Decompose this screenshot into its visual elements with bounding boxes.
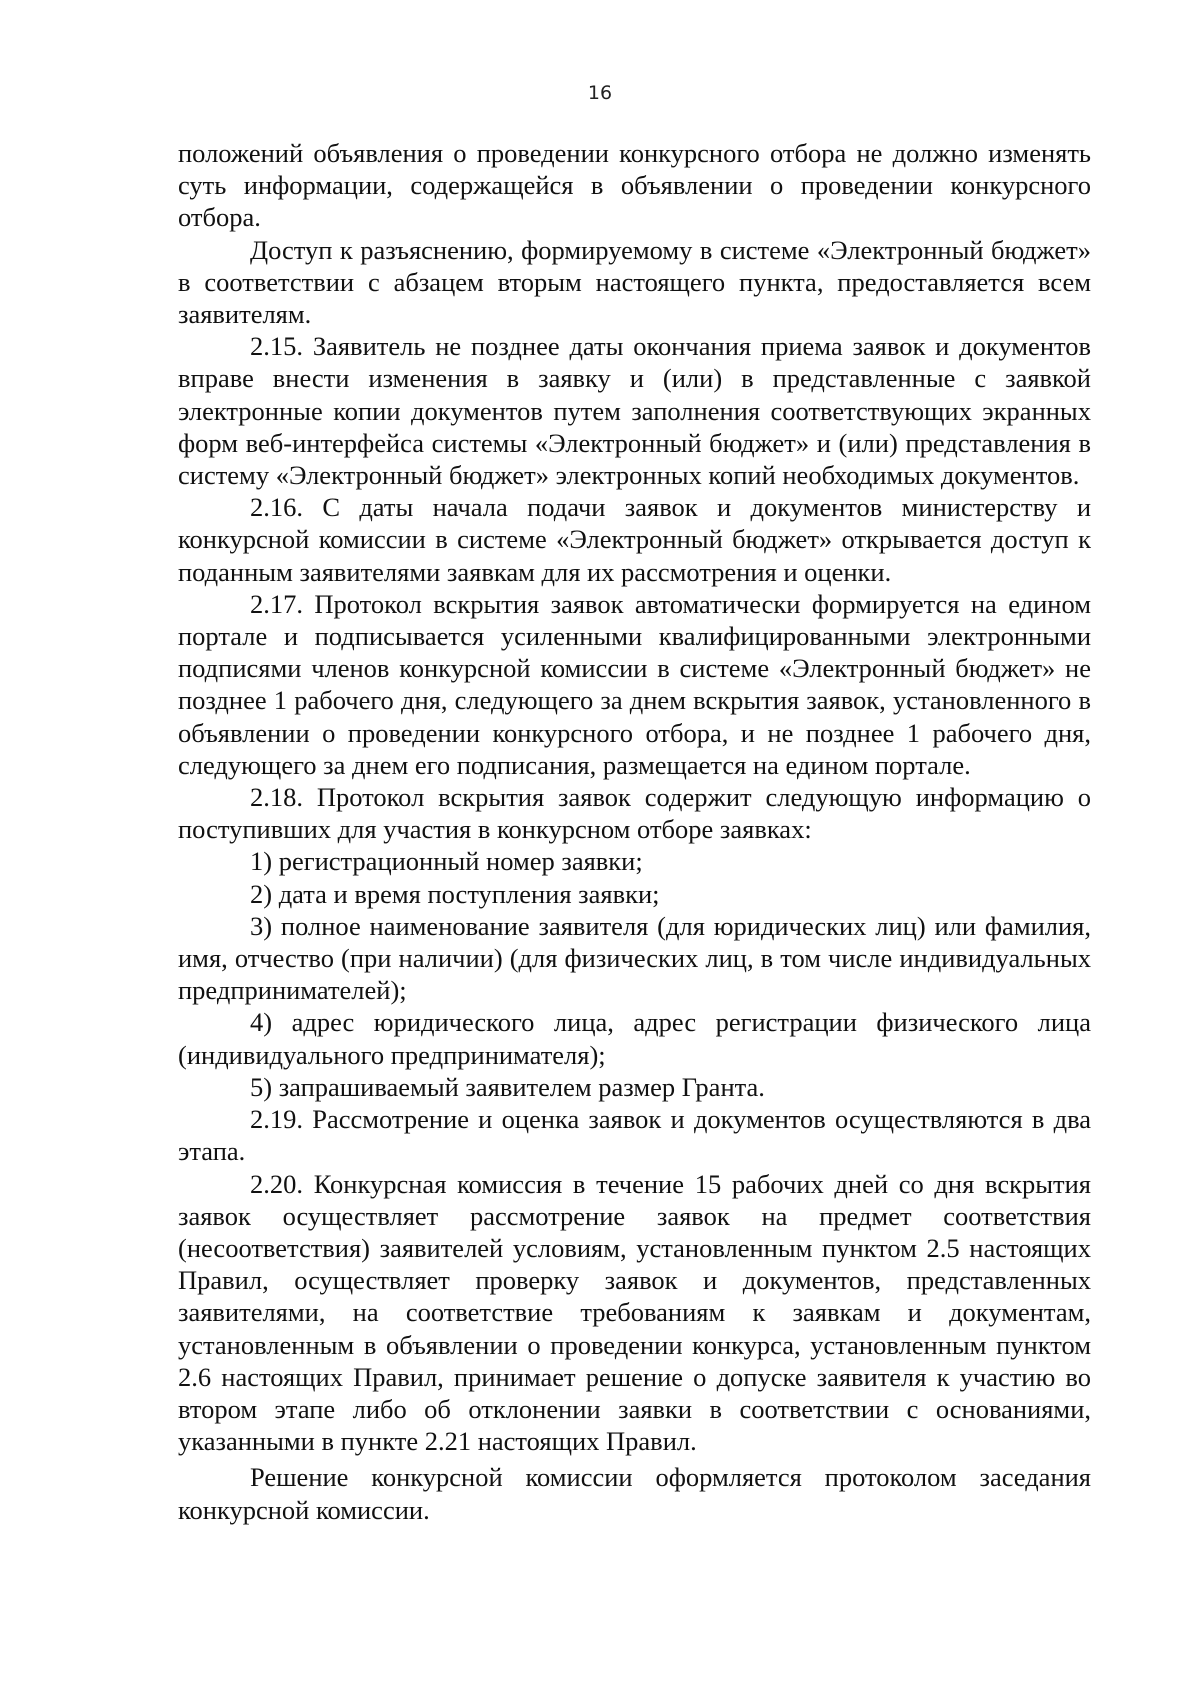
- document-body: [178, 137, 1091, 1526]
- paragraph-2-15: 2.15. Заявитель не позднее даты окончания приема заявок и документов вправе внести изменения в заявку и (или) в представленные с заявкой электронные копии документов путем заполнения соответствующих экранных форм веб-интерфейса системы «Электронный бюджет» и (или) представления в систему «Электронный бюджет» электронных копий необходимых документов.: [178, 331, 1091, 491]
- paragraph-2-17: 2.17. Протокол вскрытия заявок автоматически формируется на едином портале и подписывается усиленными квалифицированными электронными подписями членов конкурсной комиссии в системе «Электронный бюджет» не позднее 1 рабочего дня, следующего за днем вскрытия заявок, установленного в объявлении о проведении конкурсного отбора, и не позднее 1 рабочего дня, следующего за днем его подписания, размещается на едином портале.: [178, 588, 1091, 780]
- paragraph-access-clarification: Доступ к разъяснению, формируемому в системе «Электронный бюджет» в соответствии с абзацем вторым настоящего пункта, предоставляется всем заявителям.: [178, 234, 1091, 330]
- paragraph-2-20: 2.20. Конкурсная комиссия в течение 15 рабочих дней со дня вскрытия заявок осуществляет рассмотрение заявок на предмет соответствия (несоответствия) заявителей условиям, установленным пунктом 2.5 настоящих Правил, осуществляет проверку заявок и документов, представленных заявителями, на соответствие требованиям к заявкам и документам, установленным в объявлении о проведении конкурса, установленным пунктом 2.6 настоящих Правил, принимает решение о допуске заявителя к участию во втором этапе либо об отклонении заявки в соответствии с основаниями, указанными в пункте 2.21 настоящих Правил.: [178, 1168, 1091, 1457]
- list-item-3: 3) полное наименование заявителя (для юридических лиц) или фамилия, имя, отчество (при наличии) (для физических лиц, в том числе индивидуальных предпринимателей);: [178, 910, 1091, 1006]
- paragraph-decision: Решение конкурсной комиссии оформляется протоколом заседания конкурсной комиссии.: [178, 1462, 1091, 1525]
- list-item-4: 4) адрес юридического лица, адрес регистрации физического лица (индивидуального предпринимателя);: [178, 1007, 1091, 1070]
- paragraph-2-16: 2.16. С даты начала подачи заявок и документов министерству и конкурсной комиссии в системе «Электронный бюджет» открывается доступ к поданным заявителями заявкам для их рассмотрения и оценки.: [178, 492, 1091, 587]
- page-number: 16: [587, 82, 613, 104]
- list-item-1: 1) регистрационный номер заявки;: [250, 846, 643, 877]
- list-item-5: 5) запрашиваемый заявителем размер Гранта.: [250, 1071, 765, 1102]
- paragraph-2-18: 2.18. Протокол вскрытия заявок содержит следующую информацию о поступивших для участия в конкурсном отборе заявках:: [178, 782, 1091, 845]
- paragraph-continuation: положений объявления о проведении конкурсного отбора не должно изменять суть информации, содержащейся в объявлении о проведении конкурсного отбора.: [178, 138, 1091, 233]
- list-item-2: 2) дата и время поступления заявки;: [250, 878, 660, 909]
- paragraph-2-19: 2.19. Рассмотрение и оценка заявок и документов осуществляются в два этапа.: [178, 1104, 1091, 1167]
